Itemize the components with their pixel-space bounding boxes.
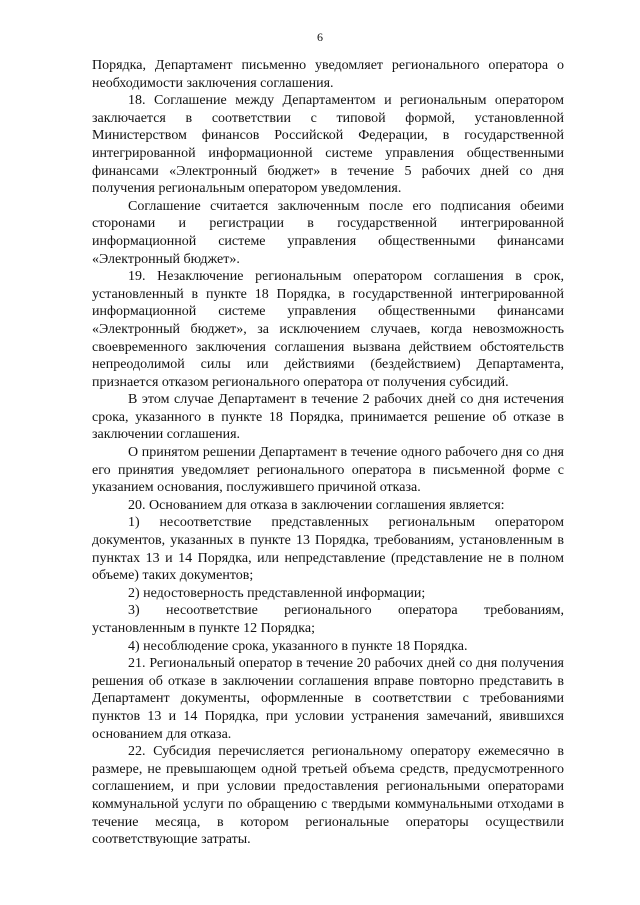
paragraph-refusal-notification: О принятом решении Департамент в течение одного рабочего дня со дня его принятия уведомляет регионального оператора в письменной форме с указанием основания, послужившего причиной отказа. xyxy=(92,445,564,496)
page-number: 6 xyxy=(317,30,323,44)
paragraph-item-21: 21. Региональный оператор в течение 20 рабочих дней со дня получения решения об отказе в заключении соглашения вправе повторно представить в Департамент документы, оформленные в соответствии с требованиями пунктов 13 и 14 Порядка, при условии устранения замечаний, явившихся основанием для отказа. xyxy=(92,656,564,742)
document-body xyxy=(92,57,564,849)
paragraph-item-18: 18. Соглашение между Департаментом и региональным оператором заключается в соответствии с типовой формой, установленной Министерством финансов Российской Федерации, в государственной интегрированной информационной системе управления общественными финансами «Электронный бюджет» в течение 5 рабочих дней со дня получения региональным оператором уведомления. xyxy=(92,93,564,197)
list-item-20-4: 4) несоблюдение срока, указанного в пункте 18 Порядка. xyxy=(128,638,468,654)
paragraph-continuation: Порядка, Департамент письменно уведомляет регионального оператора о необходимости заключения соглашения. xyxy=(92,58,564,91)
paragraph-agreement-concluded: Соглашение считается заключенным после его подписания обеими сторонами и регистрации в государственной интегрированной информационной системе управления общественными финансами «Электронный бюджет». xyxy=(92,198,564,267)
paragraph-item-22: 22. Субсидия перечисляется региональному оператору ежемесячно в размере, не превышающем одной третьей объема средств, предусмотренного соглашением, и при условии предоставления региональными операторами коммунальной услуги по обращению с твердыми коммунальными отходами в течение месяца, в котором региональные операторы осуществили соответствующие затраты. xyxy=(92,744,564,848)
paragraph-refusal-decision: В этом случае Департамент в течение 2 рабочих дней со дня истечения срока, указанного в пункте 18 Порядка, принимается решение об отказе в заключении соглашения. xyxy=(92,392,564,443)
list-item-20-1: 1) несоответствие представленных региональным оператором документов, указанных в пункте 13 Порядка, требованиям, установленным в пунктах 13 и 14 Порядка, или непредставление (представление не в полном объеме) таких документов; xyxy=(92,515,564,584)
paragraph-item-20: 20. Основанием для отказа в заключении соглашения является: xyxy=(128,497,505,513)
list-item-20-3: 3) несоответствие регионального оператора требованиям, установленным в пункте 12 Порядка; xyxy=(92,603,564,636)
list-item-20-2: 2) недостоверность представленной информации; xyxy=(128,585,426,601)
paragraph-item-19: 19. Незаключение региональным оператором соглашения в срок, установленный в пункте 18 Порядка, в государственной интегрированной информационной системе управления общественными финансами «Электронный бюджет», за исключением случаев, когда невозможность своевременного заключения соглашения вызвана действием обстоятельств непреодолимой силы или действиями (бездействием) Департамента, признается отказом регионального оператора от получения субсидий. xyxy=(92,269,564,390)
